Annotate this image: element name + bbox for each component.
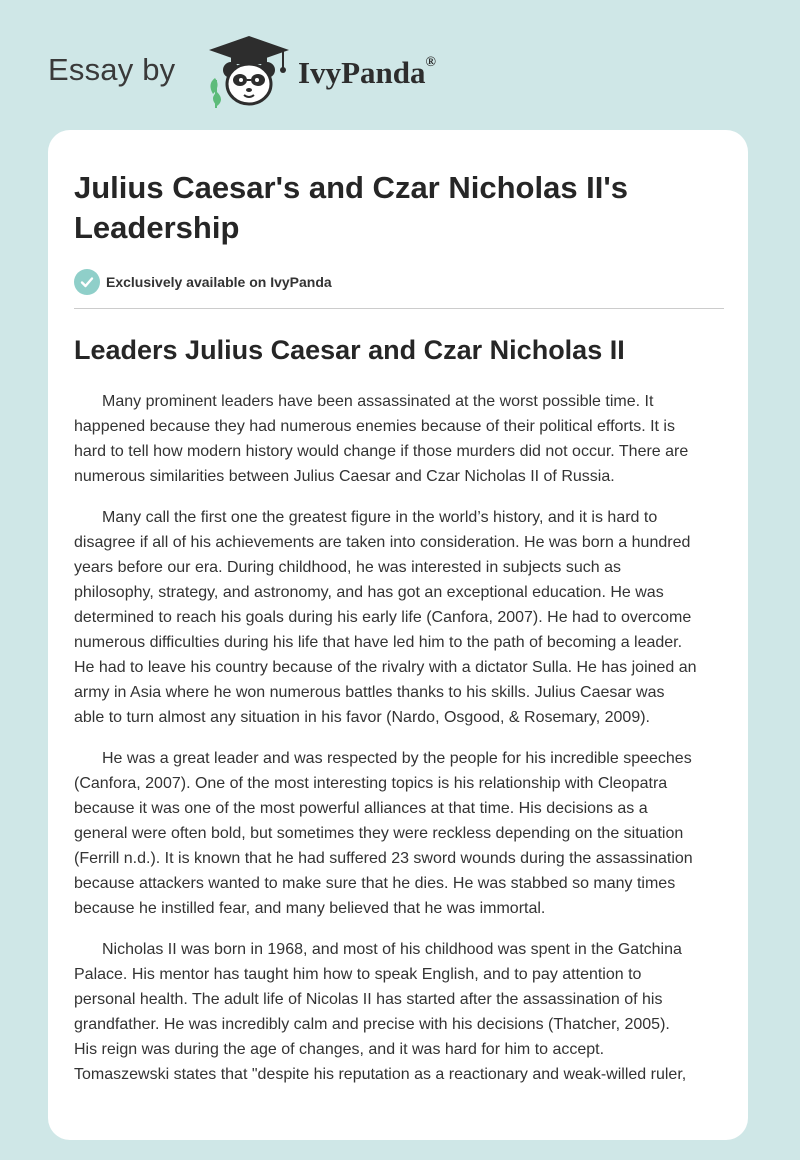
- divider: [74, 308, 724, 309]
- paragraph: Many prominent leaders have been assassinated at the worst possible time. It happened because they had numerous enemies because of their political efforts. It is hard to tell how modern history would change if those murders did not occur. There are numerous similarities between Julius Caesar and Czar Nicholas II of Russia.: [74, 393, 689, 485]
- check-icon: [74, 269, 100, 295]
- essay-card: [48, 130, 748, 1140]
- panda-logo-icon[interactable]: [203, 34, 295, 110]
- paragraph: He was a great leader and was respected by the people for his incredible speeches (Canfora, 2007). One of the most interesting topics is his relationship with Cleopatra because it was one of the most powerful alliances at that time. His decisions as a general were often bold, but sometimes they were reckless depending on the situation (Ferrill n.d.). It is known that he had suffered 23 sword wounds during the assassination because attackers wanted to make sure that he dies. He was stabbed so many times because he instilled fear, and many believed that he was immortal.: [74, 750, 693, 917]
- brand-name[interactable]: IvyPanda®: [298, 54, 436, 90]
- site-header: [48, 30, 648, 110]
- essay-by-label: Essay by: [48, 52, 176, 87]
- essay-content: [74, 168, 724, 1103]
- essay-title: Julius Caesar's and Czar Nicholas II's Leadership: [74, 170, 629, 245]
- registered-mark: ®: [425, 54, 436, 70]
- paragraph: Nicholas II was born in 1968, and most of his childhood was spent in the Gatchina Palace. His mentor has taught him how to speak English, and to pay attention to personal health. The adult life of Nicolas II has started after the assassination of his grandfather. He was incredibly calm and precise with his decisions (Thatcher, 2005). His reign was during the age of changes, and it was hard for him to accept. Tomaszewski states that "despite his reputation as a reactionary and weak-willed ruler,: [74, 941, 687, 1083]
- exclusive-badge-label: Exclusively available on IvyPanda: [106, 274, 332, 290]
- exclusive-badge: [74, 268, 724, 296]
- paragraph: Many call the first one the greatest figure in the world’s history, and it is hard to disagree if all of his achievements are taken into consideration. He was born a hundred years before our era. During childhood, he was interested in subjects such as philosophy, strategy, and astronomy, and has got an exceptional education. He was determined to reach his goals during his early life (Canfora, 2007). He had to overcome numerous difficulties during his life that have led him to the path of becoming a leader. He had to leave his country because of the rivalry with a dictator Sulla. He has joined an army in Asia where he won numerous battles thanks to his skills. Julius Caesar was able to turn almost any situation in his favor (Nardo, Osgood, & Rosemary, 2009).: [74, 509, 697, 726]
- section-heading: Leaders Julius Caesar and Czar Nicholas II: [74, 335, 625, 365]
